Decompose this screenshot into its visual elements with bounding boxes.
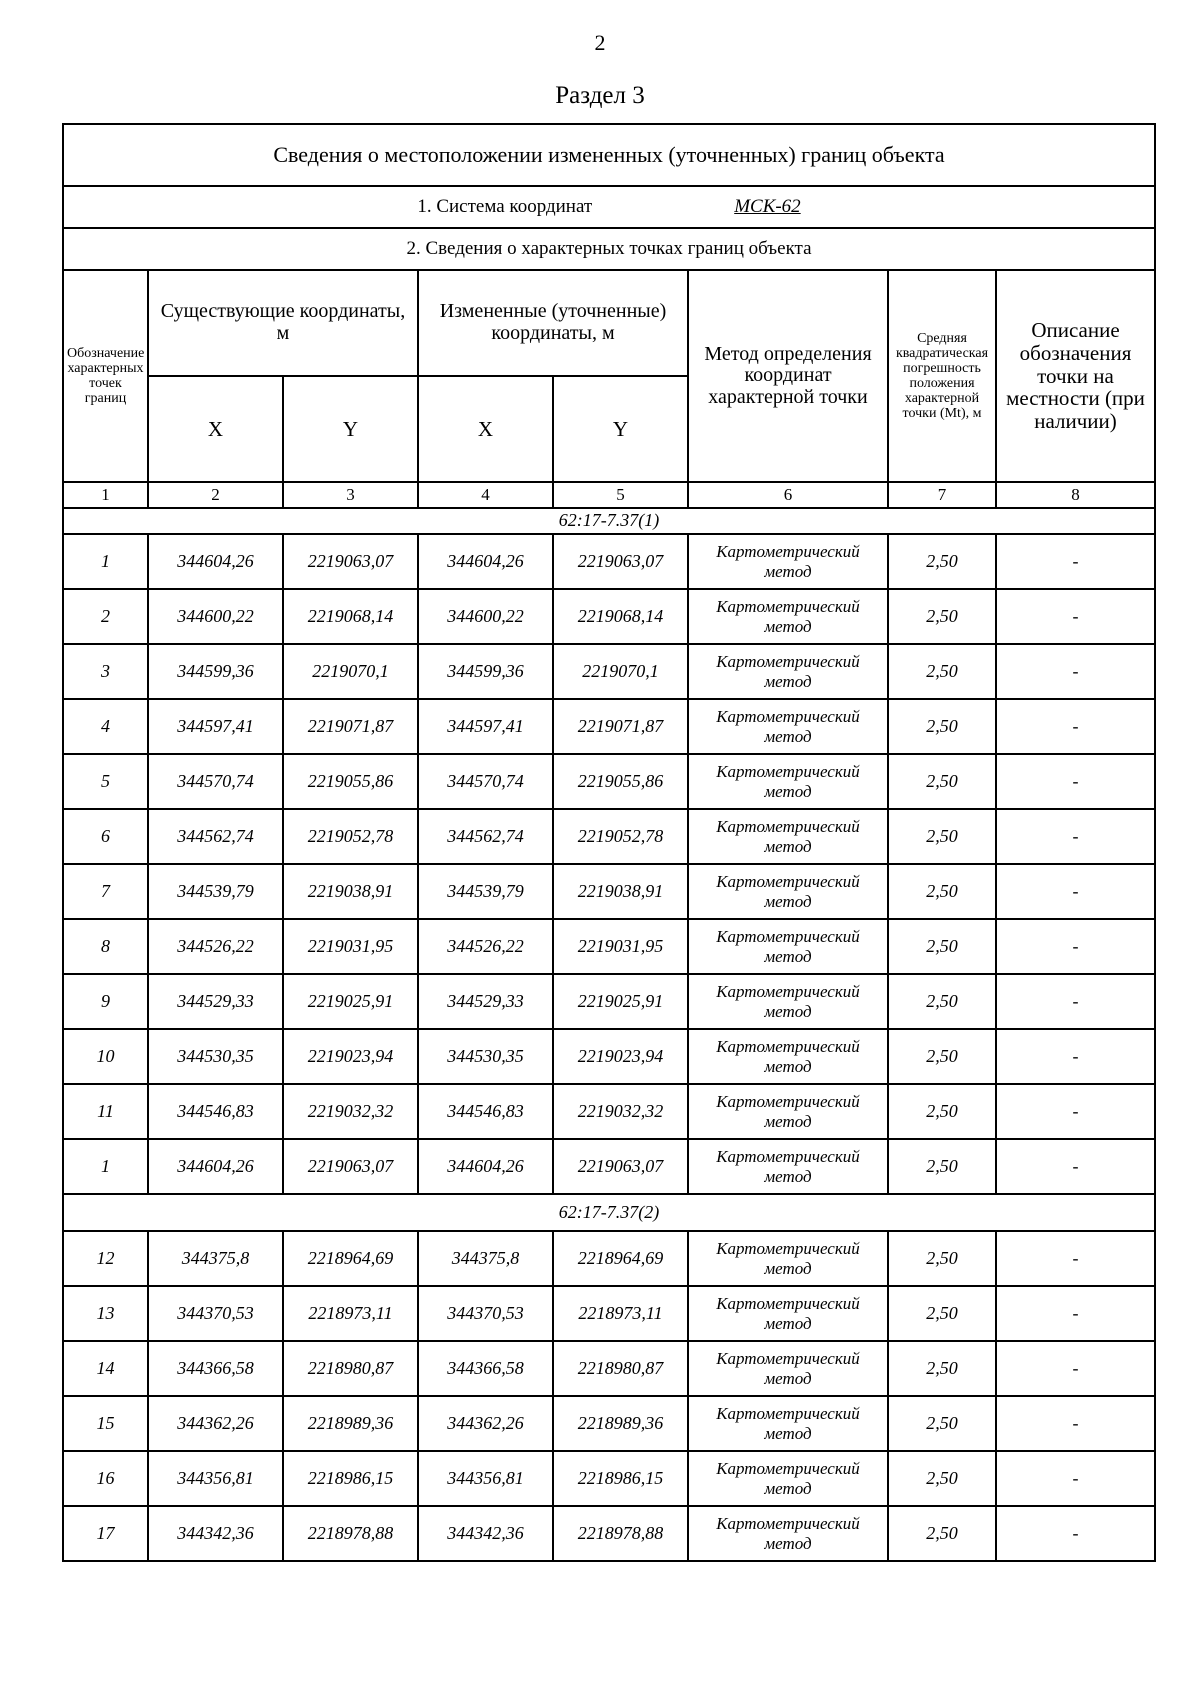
error-cell: 2,50 xyxy=(888,754,996,809)
existing-y-cell: 2218980,87 xyxy=(283,1341,418,1396)
table-row xyxy=(63,699,1155,754)
changed-x-cell: 344546,83 xyxy=(418,1084,553,1139)
header-changed-y: Y xyxy=(553,376,688,482)
col-number: 5 xyxy=(553,482,688,508)
existing-y-cell: 2219038,91 xyxy=(283,864,418,919)
existing-x-cell: 344600,22 xyxy=(148,589,283,644)
point-cell: 17 xyxy=(63,1506,148,1561)
error-cell: 2,50 xyxy=(888,1139,996,1194)
existing-y-cell: 2218973,11 xyxy=(283,1286,418,1341)
changed-y-cell: 2219052,78 xyxy=(553,809,688,864)
header-error: Средняя квадратическая погрешность положения характерной точки (Mt), м xyxy=(888,270,996,482)
error-cell: 2,50 xyxy=(888,589,996,644)
method-cell: Картометрический метод xyxy=(688,644,888,699)
changed-x-cell: 344570,74 xyxy=(418,754,553,809)
existing-y-cell: 2219071,87 xyxy=(283,699,418,754)
point-cell: 6 xyxy=(63,809,148,864)
existing-y-cell: 2219070,1 xyxy=(283,644,418,699)
table-body xyxy=(63,124,1155,1561)
existing-y-cell: 2219025,91 xyxy=(283,974,418,1029)
table-row xyxy=(63,1451,1155,1506)
col-number: 7 xyxy=(888,482,996,508)
error-cell: 2,50 xyxy=(888,974,996,1029)
table-row xyxy=(63,1139,1155,1194)
method-cell: Картометрический метод xyxy=(688,1506,888,1561)
changed-x-cell: 344526,22 xyxy=(418,919,553,974)
description-cell: - xyxy=(996,809,1155,864)
changed-x-cell: 344604,26 xyxy=(418,534,553,589)
description-cell: - xyxy=(996,1396,1155,1451)
description-cell: - xyxy=(996,1341,1155,1396)
point-cell: 12 xyxy=(63,1231,148,1286)
description-cell: - xyxy=(996,1286,1155,1341)
header-existing-y: Y xyxy=(283,376,418,482)
changed-x-cell: 344362,26 xyxy=(418,1396,553,1451)
existing-x-cell: 344562,74 xyxy=(148,809,283,864)
col-number: 8 xyxy=(996,482,1155,508)
existing-x-cell: 344546,83 xyxy=(148,1084,283,1139)
error-cell: 2,50 xyxy=(888,1396,996,1451)
page-number: 2 xyxy=(594,30,606,55)
point-cell: 1 xyxy=(63,1139,148,1194)
changed-y-cell: 2219055,86 xyxy=(553,754,688,809)
existing-x-cell: 344362,26 xyxy=(148,1396,283,1451)
description-cell: - xyxy=(996,754,1155,809)
method-cell: Картометрический метод xyxy=(688,1286,888,1341)
boundary-points-table xyxy=(62,123,1156,1562)
method-cell: Картометрический метод xyxy=(688,1231,888,1286)
header-changed: Измененные (уточненные) координаты, м xyxy=(418,270,688,376)
method-cell: Картометрический метод xyxy=(688,699,888,754)
table-row xyxy=(63,589,1155,644)
table-row xyxy=(63,919,1155,974)
changed-y-cell: 2218973,11 xyxy=(553,1286,688,1341)
error-cell: 2,50 xyxy=(888,1286,996,1341)
existing-x-cell: 344570,74 xyxy=(148,754,283,809)
point-cell: 16 xyxy=(63,1451,148,1506)
method-cell: Картометрический метод xyxy=(688,974,888,1029)
point-cell: 14 xyxy=(63,1341,148,1396)
existing-y-cell: 2219055,86 xyxy=(283,754,418,809)
changed-y-cell: 2219068,14 xyxy=(553,589,688,644)
description-cell: - xyxy=(996,1084,1155,1139)
changed-y-cell: 2219071,87 xyxy=(553,699,688,754)
table-row xyxy=(63,1506,1155,1561)
table-title-row xyxy=(63,124,1155,186)
table-row xyxy=(63,754,1155,809)
changed-x-cell: 344529,33 xyxy=(418,974,553,1029)
point-cell: 5 xyxy=(63,754,148,809)
description-cell: - xyxy=(996,919,1155,974)
table-row xyxy=(63,1084,1155,1139)
description-cell: - xyxy=(996,534,1155,589)
method-cell: Картометрический метод xyxy=(688,1451,888,1506)
changed-x-cell: 344342,36 xyxy=(418,1506,553,1561)
header-method: Метод определения координат характерной точки xyxy=(688,270,888,482)
point-cell: 7 xyxy=(63,864,148,919)
existing-x-cell: 344375,8 xyxy=(148,1231,283,1286)
group-row xyxy=(63,508,1155,534)
group-name: 62:17-7.37(2) xyxy=(63,1194,1155,1231)
table-row xyxy=(63,1286,1155,1341)
changed-y-cell: 2218978,88 xyxy=(553,1506,688,1561)
table-row xyxy=(63,534,1155,589)
table-row xyxy=(63,1231,1155,1286)
method-cell: Картометрический метод xyxy=(688,919,888,974)
changed-y-cell: 2219063,07 xyxy=(553,1139,688,1194)
existing-x-cell: 344526,22 xyxy=(148,919,283,974)
col-number: 1 xyxy=(63,482,148,508)
changed-y-cell: 2219038,91 xyxy=(553,864,688,919)
changed-x-cell: 344356,81 xyxy=(418,1451,553,1506)
changed-y-cell: 2218964,69 xyxy=(553,1231,688,1286)
existing-x-cell: 344604,26 xyxy=(148,1139,283,1194)
error-cell: 2,50 xyxy=(888,534,996,589)
group-row xyxy=(63,1194,1155,1231)
existing-x-cell: 344539,79 xyxy=(148,864,283,919)
point-cell: 10 xyxy=(63,1029,148,1084)
column-number-row xyxy=(63,482,1155,508)
changed-x-cell: 344539,79 xyxy=(418,864,553,919)
existing-x-cell: 344342,36 xyxy=(148,1506,283,1561)
existing-x-cell: 344604,26 xyxy=(148,534,283,589)
table-row xyxy=(63,644,1155,699)
error-cell: 2,50 xyxy=(888,1231,996,1286)
method-cell: Картометрический метод xyxy=(688,1139,888,1194)
method-cell: Картометрический метод xyxy=(688,809,888,864)
table-row xyxy=(63,809,1155,864)
existing-x-cell: 344366,58 xyxy=(148,1341,283,1396)
changed-x-cell: 344600,22 xyxy=(418,589,553,644)
description-cell: - xyxy=(996,644,1155,699)
changed-y-cell: 2219070,1 xyxy=(553,644,688,699)
description-cell: - xyxy=(996,974,1155,1029)
error-cell: 2,50 xyxy=(888,864,996,919)
coord-system-value: МСК-62 xyxy=(734,195,801,217)
error-cell: 2,50 xyxy=(888,644,996,699)
existing-y-cell: 2219063,07 xyxy=(283,1139,418,1194)
description-cell: - xyxy=(996,1139,1155,1194)
point-cell: 3 xyxy=(63,644,148,699)
existing-y-cell: 2219052,78 xyxy=(283,809,418,864)
changed-x-cell: 344530,35 xyxy=(418,1029,553,1084)
changed-x-cell: 344370,53 xyxy=(418,1286,553,1341)
changed-y-cell: 2219023,94 xyxy=(553,1029,688,1084)
coord-system-row xyxy=(63,186,1155,228)
point-cell: 4 xyxy=(63,699,148,754)
point-cell: 15 xyxy=(63,1396,148,1451)
col-number: 4 xyxy=(418,482,553,508)
point-cell: 13 xyxy=(63,1286,148,1341)
existing-y-cell: 2219032,32 xyxy=(283,1084,418,1139)
coord-system-label: 1. Система координат xyxy=(417,195,593,217)
changed-y-cell: 2219063,07 xyxy=(553,534,688,589)
error-cell: 2,50 xyxy=(888,699,996,754)
description-cell: - xyxy=(996,1451,1155,1506)
point-cell: 9 xyxy=(63,974,148,1029)
table-row xyxy=(63,864,1155,919)
method-cell: Картометрический метод xyxy=(688,534,888,589)
changed-y-cell: 2219031,95 xyxy=(553,919,688,974)
description-cell: - xyxy=(996,864,1155,919)
changed-x-cell: 344599,36 xyxy=(418,644,553,699)
error-cell: 2,50 xyxy=(888,809,996,864)
changed-y-cell: 2218989,36 xyxy=(553,1396,688,1451)
changed-y-cell: 2218980,87 xyxy=(553,1341,688,1396)
points-info-label: 2. Сведения о характерных точках границ объекта xyxy=(63,228,1155,270)
method-cell: Картометрический метод xyxy=(688,864,888,919)
error-cell: 2,50 xyxy=(888,1029,996,1084)
col-number: 3 xyxy=(283,482,418,508)
existing-y-cell: 2218989,36 xyxy=(283,1396,418,1451)
error-cell: 2,50 xyxy=(888,1506,996,1561)
changed-y-cell: 2218986,15 xyxy=(553,1451,688,1506)
method-cell: Картометрический метод xyxy=(688,754,888,809)
existing-y-cell: 2219023,94 xyxy=(283,1029,418,1084)
existing-y-cell: 2218978,88 xyxy=(283,1506,418,1561)
col-number: 2 xyxy=(148,482,283,508)
table-row xyxy=(63,1396,1155,1451)
description-cell: - xyxy=(996,589,1155,644)
point-cell: 2 xyxy=(63,589,148,644)
table-row xyxy=(63,1341,1155,1396)
error-cell: 2,50 xyxy=(888,1451,996,1506)
error-cell: 2,50 xyxy=(888,1341,996,1396)
existing-x-cell: 344599,36 xyxy=(148,644,283,699)
points-info-row xyxy=(63,228,1155,270)
existing-x-cell: 344529,33 xyxy=(148,974,283,1029)
method-cell: Картометрический метод xyxy=(688,1396,888,1451)
changed-y-cell: 2219025,91 xyxy=(553,974,688,1029)
error-cell: 2,50 xyxy=(888,1084,996,1139)
changed-x-cell: 344604,26 xyxy=(418,1139,553,1194)
point-cell: 8 xyxy=(63,919,148,974)
description-cell: - xyxy=(996,1029,1155,1084)
existing-x-cell: 344530,35 xyxy=(148,1029,283,1084)
existing-y-cell: 2219068,14 xyxy=(283,589,418,644)
table-row xyxy=(63,974,1155,1029)
header-changed-x: X xyxy=(418,376,553,482)
changed-x-cell: 344597,41 xyxy=(418,699,553,754)
table-row xyxy=(63,1029,1155,1084)
changed-x-cell: 344375,8 xyxy=(418,1231,553,1286)
method-cell: Картометрический метод xyxy=(688,1341,888,1396)
error-cell: 2,50 xyxy=(888,919,996,974)
method-cell: Картометрический метод xyxy=(688,1084,888,1139)
col-number: 6 xyxy=(688,482,888,508)
method-cell: Картометрический метод xyxy=(688,589,888,644)
existing-x-cell: 344356,81 xyxy=(148,1451,283,1506)
header-existing-x: X xyxy=(148,376,283,482)
header-row-1 xyxy=(63,270,1155,376)
existing-y-cell: 2219063,07 xyxy=(283,534,418,589)
description-cell: - xyxy=(996,1506,1155,1561)
description-cell: - xyxy=(996,699,1155,754)
description-cell: - xyxy=(996,1231,1155,1286)
existing-y-cell: 2218986,15 xyxy=(283,1451,418,1506)
existing-y-cell: 2218964,69 xyxy=(283,1231,418,1286)
table-title: Сведения о местоположении измененных (уточненных) границ объекта xyxy=(63,124,1155,186)
section-title: Раздел 3 xyxy=(555,82,645,109)
changed-y-cell: 2219032,32 xyxy=(553,1084,688,1139)
point-cell: 1 xyxy=(63,534,148,589)
existing-x-cell: 344370,53 xyxy=(148,1286,283,1341)
group-name: 62:17-7.37(1) xyxy=(63,508,1155,534)
header-existing: Существующие координаты, м xyxy=(148,270,418,376)
existing-y-cell: 2219031,95 xyxy=(283,919,418,974)
changed-x-cell: 344562,74 xyxy=(418,809,553,864)
point-cell: 11 xyxy=(63,1084,148,1139)
changed-x-cell: 344366,58 xyxy=(418,1341,553,1396)
header-description: Описание обозначения точки на местности (при наличии) xyxy=(996,270,1155,482)
existing-x-cell: 344597,41 xyxy=(148,699,283,754)
header-point: Обозначение характерных точек границ xyxy=(63,270,148,482)
method-cell: Картометрический метод xyxy=(688,1029,888,1084)
